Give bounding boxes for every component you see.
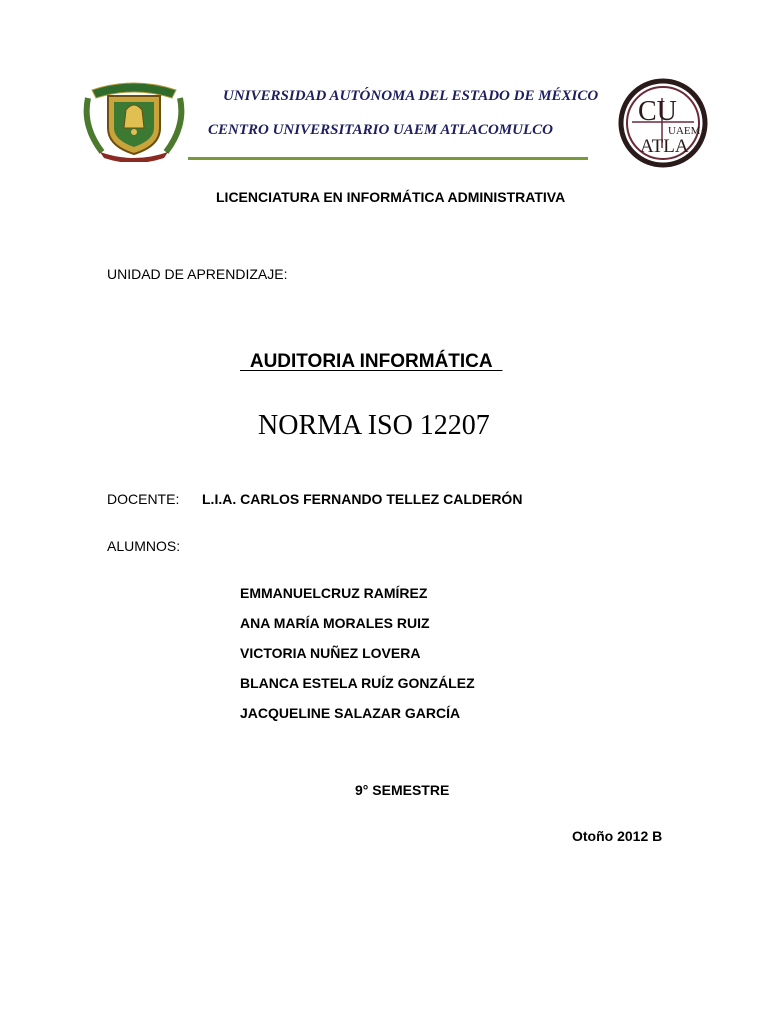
campus-name: CENTRO UNIVERSITARIO UAEM ATLACOMULCO [208, 122, 553, 138]
seal-text-cu: CU [638, 96, 677, 127]
degree-title: LICENCIATURA EN INFORMÁTICA ADMINISTRATIVA [216, 189, 566, 205]
document-title: NORMA ISO 12207 [258, 410, 490, 441]
uaem-coat-of-arms-logo [82, 76, 186, 162]
university-name: UNIVERSIDAD AUTÓNOMA DEL ESTADO DE MÉXICO [223, 88, 599, 104]
semester: 9° SEMESTRE [355, 782, 450, 798]
subject-title: AUDITORIA INFORMÁTICA [240, 351, 503, 372]
student-name: ANA MARÍA MORALES RUIZ [240, 615, 430, 631]
seal-text-atla: ATLA [640, 136, 689, 157]
student-name: EMMANUELCRUZ RAMÍREZ [240, 585, 428, 601]
student-name: BLANCA ESTELA RUÍZ GONZÁLEZ [240, 675, 475, 691]
student-name: JACQUELINE SALAZAR GARCÍA [240, 705, 461, 721]
teacher-name: L.I.A. CARLOS FERNANDO TELLEZ CALDERÓN [202, 491, 523, 507]
term: Otoño 2012 B [572, 828, 663, 844]
teacher-label: DOCENTE: [107, 491, 180, 507]
seal-text-uaem: UAEM [668, 125, 701, 137]
cu-uaem-atla-logo [618, 78, 708, 168]
students-label: ALUMNOS: [107, 538, 181, 554]
cu-seal-icon [618, 78, 708, 168]
student-name: VICTORIA NUÑEZ LOVERA [240, 645, 421, 661]
coat-of-arms-icon [82, 76, 186, 162]
header-divider [188, 157, 588, 160]
unit-label: UNIDAD DE APRENDIZAJE: [107, 266, 288, 282]
